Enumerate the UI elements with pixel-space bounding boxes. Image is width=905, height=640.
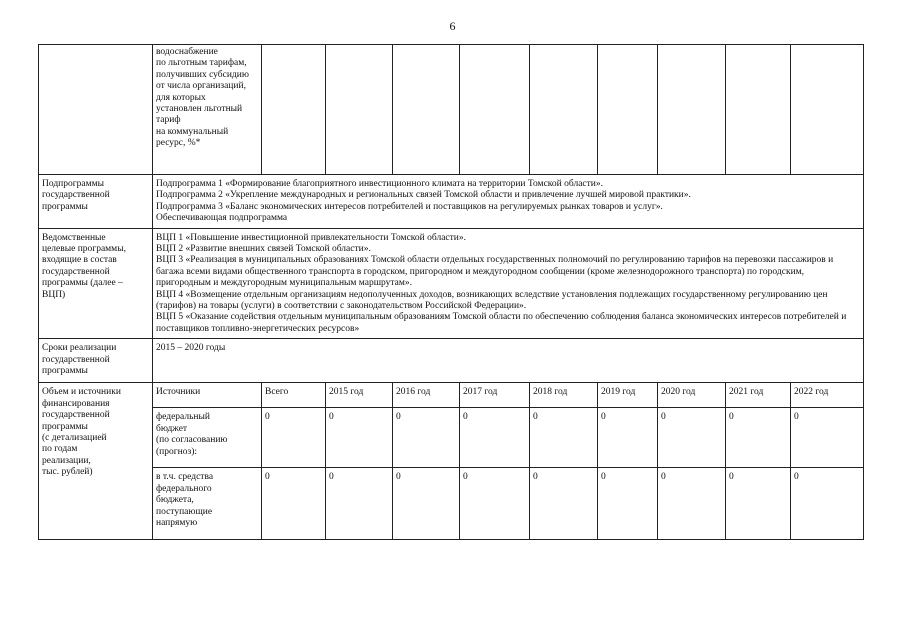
column-header: 2016 год xyxy=(393,383,460,408)
indicator-line: по льготным тарифам, xyxy=(156,58,247,69)
column-header: 2019 год xyxy=(598,383,658,408)
value-cell: 0 xyxy=(460,468,530,540)
passport-table xyxy=(38,44,864,540)
value-cell: 0 xyxy=(658,408,726,468)
label-line: целевые программы, xyxy=(42,244,126,255)
subprogram-item: Подпрограмма 2 «Укрепление международных и региональных связей Томской области и привлечение лучшей мировой практики». xyxy=(156,190,691,201)
column-header: Источники xyxy=(153,383,262,408)
value-cell: 0 xyxy=(598,408,658,468)
source-line: федеральный xyxy=(156,412,210,423)
label-line: государственной xyxy=(42,354,110,365)
label-line: Объем и источники xyxy=(42,387,121,398)
source-line: бюджета, xyxy=(156,495,194,506)
departmental-programs-content xyxy=(153,228,864,339)
value-cell: 0 xyxy=(726,468,791,540)
source-line: напрямую xyxy=(156,517,198,528)
source-line: бюджет xyxy=(156,423,188,434)
source-line: федерального xyxy=(156,483,212,494)
continuation-empty-cell xyxy=(39,45,153,175)
empty-cell xyxy=(393,45,460,175)
timeline-value: 2015 – 2020 годы xyxy=(153,339,864,383)
empty-cell xyxy=(326,45,393,175)
vcp-item: ВЦП 3 «Реализация в муниципальных образованиях Томской области отдельных государственных полномочий по регулированию тарифов на перевозки пассажиров и багажа всеми видами общественного транспорта в городском, пригородном и междугородном сообщении (кроме железнодорожного транспорта) по городским, пригородным и междугородным муниципальным маршрутам». xyxy=(156,255,834,289)
financing-header-row xyxy=(39,383,864,408)
value-cell: 0 xyxy=(791,408,864,468)
indicator-line: для которых xyxy=(156,92,206,103)
timeline-row xyxy=(39,339,864,383)
departmental-programs-label xyxy=(39,228,153,339)
financing-label xyxy=(39,383,153,540)
source-line: (по согласованию xyxy=(156,435,228,446)
subprograms-label xyxy=(39,175,153,229)
vcp-item: ВЦП 1 «Повышение инвестиционной привлекательности Томской области». xyxy=(156,232,467,243)
source-line: в т.ч. средства xyxy=(156,472,214,483)
value-cell: 0 xyxy=(658,468,726,540)
column-header: 2020 год xyxy=(658,383,726,408)
label-line: Сроки реализации xyxy=(42,343,117,354)
value-cell: 0 xyxy=(791,468,864,540)
indicator-line: водоснабжение xyxy=(156,47,218,57)
departmental-programs-row xyxy=(39,228,864,339)
label-line: программы xyxy=(42,201,88,212)
label-line: программы xyxy=(42,366,88,377)
label-line: тыс. рублей) xyxy=(42,467,93,478)
column-header: Всего xyxy=(262,383,326,408)
empty-cell xyxy=(791,45,864,175)
subprogram-item: Обеспечивающая подпрограмма xyxy=(156,213,288,224)
indicator-line: тариф xyxy=(156,115,181,126)
indicator-line: на коммунальный xyxy=(156,126,229,137)
value-cell: 0 xyxy=(598,468,658,540)
label-line: ВЦП) xyxy=(42,289,66,300)
financing-row-federal xyxy=(39,408,864,468)
subprograms-content xyxy=(153,175,864,229)
indicator-line: ресурс, %* xyxy=(156,138,201,149)
source-line: (прогноз): xyxy=(156,446,198,457)
empty-cell xyxy=(530,45,598,175)
label-line: по годам xyxy=(42,444,78,455)
label-line: (с детализацией xyxy=(42,432,107,443)
column-header: 2021 год xyxy=(726,383,791,408)
value-cell: 0 xyxy=(393,468,460,540)
column-header: 2017 год xyxy=(460,383,530,408)
vcp-item: ВЦП 5 «Оказание содействия отдельным муниципальным образованиям Томской области по обеспечению соблюдения баланса экономических интересов потребителей и поставщиков топливно-энергетических ресурсов» xyxy=(156,312,847,334)
label-line: программы (далее – xyxy=(42,278,123,289)
label-line: программы xyxy=(42,421,88,432)
indicator-line: установлен льготный xyxy=(156,104,243,115)
source-cell xyxy=(153,408,262,468)
indicator-text-cell xyxy=(153,45,262,175)
value-cell: 0 xyxy=(326,468,393,540)
label-line: финансирования xyxy=(42,398,110,409)
label-line: государственной xyxy=(42,410,110,421)
value-cell: 0 xyxy=(326,408,393,468)
value-cell: 0 xyxy=(262,468,326,540)
label-line: реализации, xyxy=(42,455,91,466)
label-line: входящие в состав xyxy=(42,255,117,266)
empty-cell xyxy=(726,45,791,175)
subprograms-row xyxy=(39,175,864,229)
continuation-row xyxy=(39,45,864,175)
column-header: 2018 год xyxy=(530,383,598,408)
column-header: 2022 год xyxy=(791,383,864,408)
subprogram-item: Подпрограмма 3 «Баланс экономических интересов потребителей и поставщиков на регулируемых рынках товаров и услуг». xyxy=(156,201,663,212)
subprogram-item: Подпрограмма 1 «Формирование благоприятного инвестиционного климата на территории Томской области». xyxy=(156,179,604,189)
label-line: государственной xyxy=(42,190,110,201)
timeline-label xyxy=(39,339,153,383)
value-cell: 0 xyxy=(262,408,326,468)
empty-cell xyxy=(460,45,530,175)
financing-row-federal-direct xyxy=(39,468,864,540)
source-cell xyxy=(153,468,262,540)
empty-cell xyxy=(262,45,326,175)
value-cell: 0 xyxy=(530,468,598,540)
empty-cell xyxy=(598,45,658,175)
vcp-item: ВЦП 2 «Развитие внешних связей Томской области». xyxy=(156,244,371,255)
vcp-item: ВЦП 4 «Возмещение отдельным организациям недополученных доходов, возникающих вследствие установления подлежащих государственному регулированию цен (тарифов) на товары (услуги) в соответствии с законодательством Российской Федерации». xyxy=(156,289,828,312)
value-cell: 0 xyxy=(726,408,791,468)
value-cell: 0 xyxy=(460,408,530,468)
label-line: Подпрограммы xyxy=(42,179,105,189)
column-header: 2015 год xyxy=(326,383,393,408)
indicator-line: получивших субсидию xyxy=(156,69,249,80)
value-cell: 0 xyxy=(530,408,598,468)
label-line: Ведомственные xyxy=(42,232,106,243)
indicator-line: от числа организаций, xyxy=(156,81,246,92)
page-number: 6 xyxy=(449,19,456,33)
label-line: государственной xyxy=(42,266,110,277)
source-line: поступающие xyxy=(156,506,213,517)
value-cell: 0 xyxy=(393,408,460,468)
empty-cell xyxy=(658,45,726,175)
